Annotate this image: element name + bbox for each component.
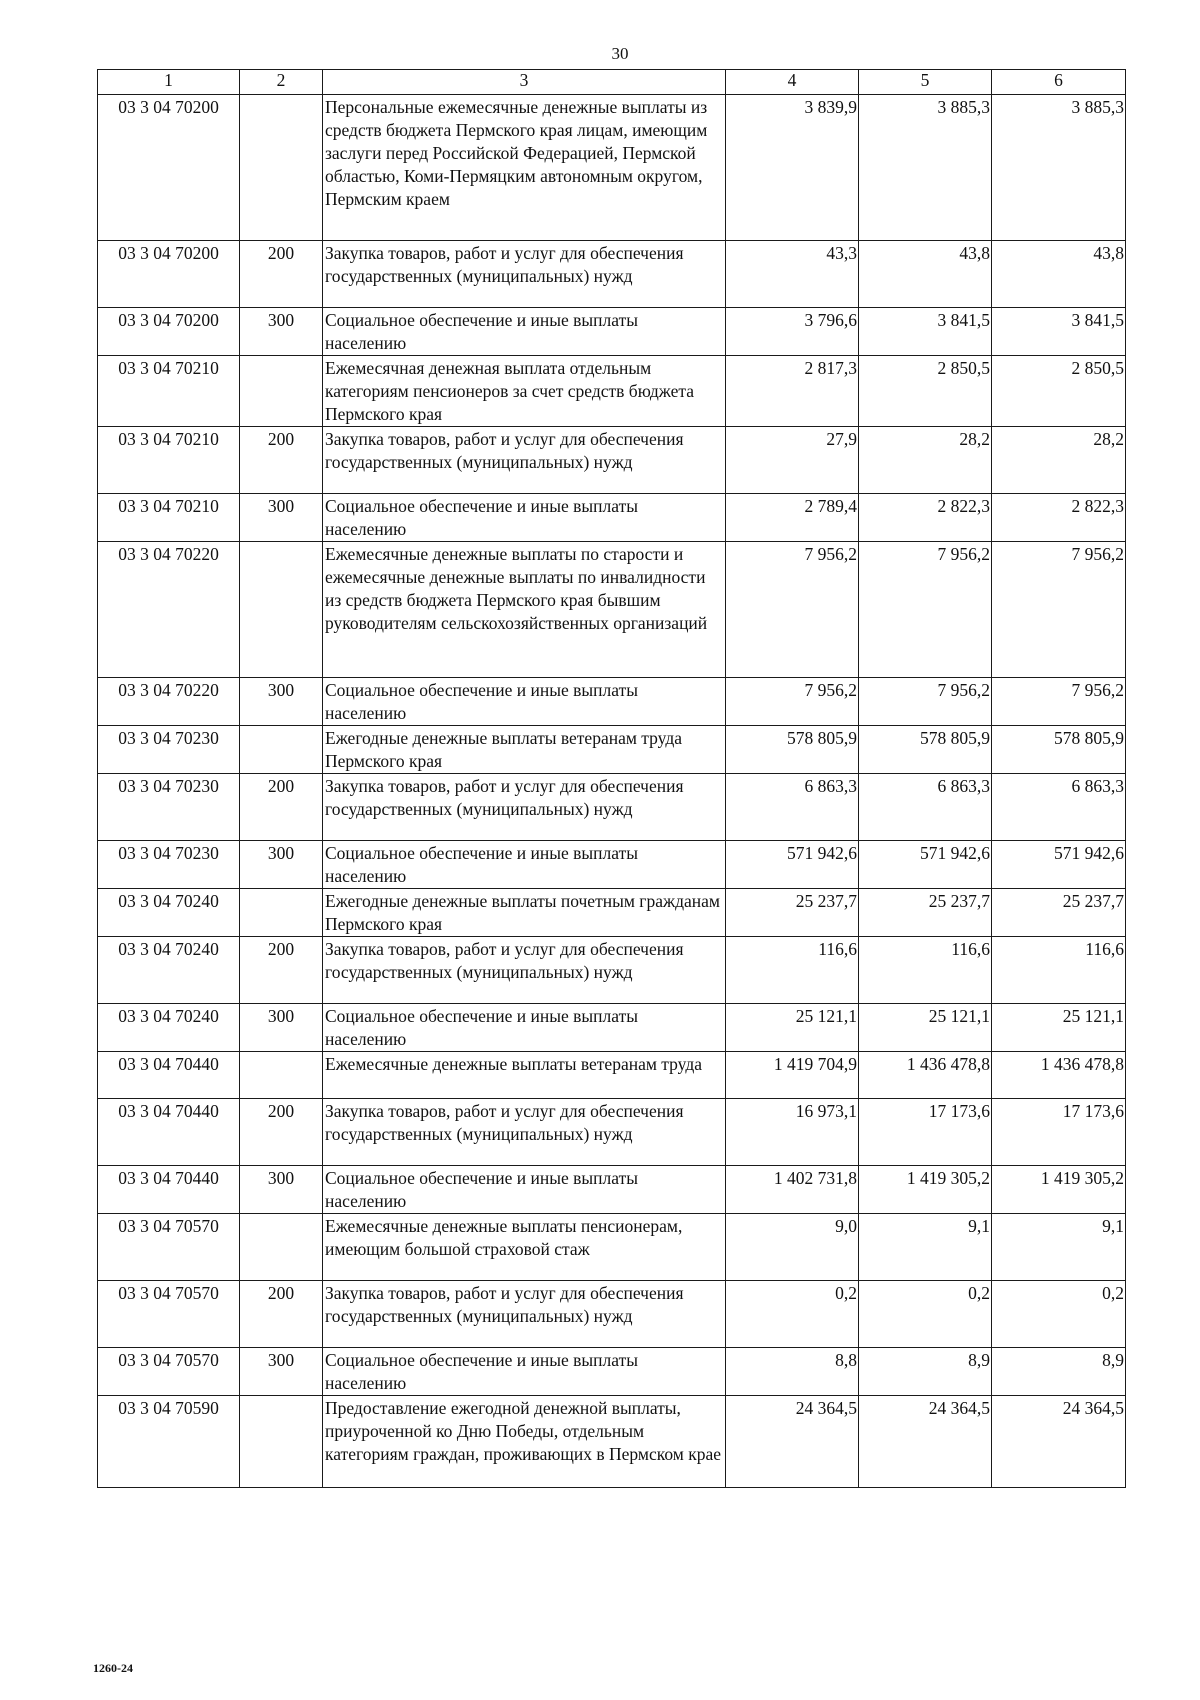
expense-type-code: 300 <box>240 1166 323 1214</box>
amount-col5: 28,2 <box>859 427 992 494</box>
amount-col6: 571 942,6 <box>992 841 1126 889</box>
amount-col4: 2 789,4 <box>726 494 859 542</box>
amount-col5: 25 121,1 <box>859 1004 992 1052</box>
amount-col4: 43,3 <box>726 241 859 308</box>
expense-type-code <box>240 356 323 427</box>
amount-col4: 6 863,3 <box>726 774 859 841</box>
table-header-row <box>98 70 1126 95</box>
expense-description: Ежемесячные денежные выплаты по старости и ежемесячные денежные выплаты по инвалидности из средств бюджета Пермского края бывшим руководителям сельскохозяйственных организаций <box>323 542 726 678</box>
expense-description: Социальное обеспечение и иные выплаты населению <box>323 308 726 356</box>
table-row <box>98 774 1126 841</box>
table-row <box>98 937 1126 1004</box>
budget-classification-code: 03 3 04 70200 <box>98 95 240 241</box>
expense-description: Социальное обеспечение и иные выплаты населению <box>323 494 726 542</box>
table-row <box>98 95 1126 241</box>
amount-col6: 8,9 <box>992 1348 1126 1396</box>
table-row <box>98 726 1126 774</box>
amount-col5: 578 805,9 <box>859 726 992 774</box>
amount-col6: 1 436 478,8 <box>992 1052 1126 1099</box>
expense-description: Социальное обеспечение и иные выплаты населению <box>323 1348 726 1396</box>
expense-description: Закупка товаров, работ и услуг для обеспечения государственных (муниципальных) нужд <box>323 937 726 1004</box>
budget-classification-code: 03 3 04 70440 <box>98 1099 240 1166</box>
expense-type-code: 200 <box>240 937 323 1004</box>
table-row <box>98 494 1126 542</box>
budget-classification-code: 03 3 04 70240 <box>98 889 240 937</box>
amount-col6: 43,8 <box>992 241 1126 308</box>
budget-classification-code: 03 3 04 70440 <box>98 1166 240 1214</box>
amount-col4: 2 817,3 <box>726 356 859 427</box>
amount-col5: 25 237,7 <box>859 889 992 937</box>
budget-classification-code: 03 3 04 70210 <box>98 427 240 494</box>
amount-col4: 24 364,5 <box>726 1396 859 1488</box>
column-header: 1 <box>98 70 240 95</box>
amount-col6: 24 364,5 <box>992 1396 1126 1488</box>
expense-description: Закупка товаров, работ и услуг для обеспечения государственных (муниципальных) нужд <box>323 1281 726 1348</box>
expense-type-code: 200 <box>240 1281 323 1348</box>
table-row <box>98 1004 1126 1052</box>
expense-type-code: 300 <box>240 308 323 356</box>
expense-description: Персональные ежемесячные денежные выплаты из средств бюджета Пермского края лицам, имеющим заслуги перед Российской Федерацией, Пермской областью, Коми-Пермяцким автономным округом, Пермским краем <box>323 95 726 241</box>
expense-description: Ежегодные денежные выплаты ветеранам труда Пермского края <box>323 726 726 774</box>
amount-col4: 3 796,6 <box>726 308 859 356</box>
amount-col6: 17 173,6 <box>992 1099 1126 1166</box>
table-row <box>98 308 1126 356</box>
amount-col5: 1 436 478,8 <box>859 1052 992 1099</box>
amount-col6: 2 850,5 <box>992 356 1126 427</box>
budget-classification-code: 03 3 04 70240 <box>98 937 240 1004</box>
table-row <box>98 1348 1126 1396</box>
table-row <box>98 1052 1126 1099</box>
footer-code: 1260-24 <box>93 1661 133 1675</box>
column-header: 4 <box>726 70 859 95</box>
column-header: 5 <box>859 70 992 95</box>
table-row <box>98 1166 1126 1214</box>
expense-description: Ежемесячные денежные выплаты ветеранам труда <box>323 1052 726 1099</box>
amount-col5: 0,2 <box>859 1281 992 1348</box>
expense-type-code: 300 <box>240 1348 323 1396</box>
amount-col6: 3 885,3 <box>992 95 1126 241</box>
expense-type-code: 200 <box>240 241 323 308</box>
expense-description: Ежемесячная денежная выплата отдельным категориям пенсионеров за счет средств бюджета Пермского края <box>323 356 726 427</box>
table-row <box>98 542 1126 678</box>
amount-col4: 27,9 <box>726 427 859 494</box>
expense-description: Социальное обеспечение и иные выплаты населению <box>323 1166 726 1214</box>
expense-type-code: 200 <box>240 774 323 841</box>
amount-col4: 1 419 704,9 <box>726 1052 859 1099</box>
amount-col6: 578 805,9 <box>992 726 1126 774</box>
amount-col5: 6 863,3 <box>859 774 992 841</box>
amount-col4: 578 805,9 <box>726 726 859 774</box>
budget-classification-code: 03 3 04 70220 <box>98 542 240 678</box>
amount-col4: 16 973,1 <box>726 1099 859 1166</box>
amount-col6: 9,1 <box>992 1214 1126 1281</box>
amount-col5: 2 822,3 <box>859 494 992 542</box>
amount-col5: 17 173,6 <box>859 1099 992 1166</box>
amount-col5: 3 885,3 <box>859 95 992 241</box>
table-row <box>98 889 1126 937</box>
table-row <box>98 1214 1126 1281</box>
page-number: 30 <box>611 44 629 63</box>
amount-col5: 116,6 <box>859 937 992 1004</box>
amount-col5: 2 850,5 <box>859 356 992 427</box>
amount-col6: 25 237,7 <box>992 889 1126 937</box>
amount-col4: 3 839,9 <box>726 95 859 241</box>
expense-description: Закупка товаров, работ и услуг для обеспечения государственных (муниципальных) нужд <box>323 427 726 494</box>
column-header: 2 <box>240 70 323 95</box>
amount-col6: 0,2 <box>992 1281 1126 1348</box>
expense-type-code <box>240 889 323 937</box>
expense-description: Ежегодные денежные выплаты почетным гражданам Пермского края <box>323 889 726 937</box>
expense-description: Социальное обеспечение и иные выплаты населению <box>323 678 726 726</box>
expense-type-code: 300 <box>240 1004 323 1052</box>
expense-type-code: 300 <box>240 678 323 726</box>
budget-classification-code: 03 3 04 70200 <box>98 241 240 308</box>
amount-col5: 9,1 <box>859 1214 992 1281</box>
table-body <box>98 95 1126 1488</box>
amount-col6: 6 863,3 <box>992 774 1126 841</box>
budget-classification-code: 03 3 04 70570 <box>98 1348 240 1396</box>
amount-col4: 7 956,2 <box>726 542 859 678</box>
expense-type-code: 200 <box>240 427 323 494</box>
amount-col6: 116,6 <box>992 937 1126 1004</box>
expense-type-code <box>240 1396 323 1488</box>
table-row <box>98 1099 1126 1166</box>
expense-description: Предоставление ежегодной денежной выплаты, приуроченной ко Дню Победы, отдельным категориям граждан, проживающих в Пермском крае <box>323 1396 726 1488</box>
expense-type-code: 300 <box>240 494 323 542</box>
budget-classification-code: 03 3 04 70220 <box>98 678 240 726</box>
expense-type-code <box>240 542 323 678</box>
budget-classification-code: 03 3 04 70210 <box>98 494 240 542</box>
amount-col4: 9,0 <box>726 1214 859 1281</box>
budget-classification-code: 03 3 04 70570 <box>98 1281 240 1348</box>
table-row <box>98 427 1126 494</box>
amount-col4: 25 121,1 <box>726 1004 859 1052</box>
amount-col4: 7 956,2 <box>726 678 859 726</box>
expense-type-code <box>240 1052 323 1099</box>
budget-classification-code: 03 3 04 70590 <box>98 1396 240 1488</box>
amount-col4: 116,6 <box>726 937 859 1004</box>
table-row <box>98 1396 1126 1488</box>
expense-description: Закупка товаров, работ и услуг для обеспечения государственных (муниципальных) нужд <box>323 241 726 308</box>
amount-col6: 7 956,2 <box>992 542 1126 678</box>
expense-type-code <box>240 726 323 774</box>
amount-col6: 2 822,3 <box>992 494 1126 542</box>
column-header: 6 <box>992 70 1126 95</box>
budget-classification-code: 03 3 04 70440 <box>98 1052 240 1099</box>
amount-col4: 0,2 <box>726 1281 859 1348</box>
amount-col4: 8,8 <box>726 1348 859 1396</box>
expense-description: Закупка товаров, работ и услуг для обеспечения государственных (муниципальных) нужд <box>323 1099 726 1166</box>
amount-col5: 1 419 305,2 <box>859 1166 992 1214</box>
amount-col6: 7 956,2 <box>992 678 1126 726</box>
amount-col6: 1 419 305,2 <box>992 1166 1126 1214</box>
expense-description: Социальное обеспечение и иные выплаты населению <box>323 1004 726 1052</box>
budget-classification-code: 03 3 04 70210 <box>98 356 240 427</box>
amount-col5: 7 956,2 <box>859 542 992 678</box>
expense-description: Ежемесячные денежные выплаты пенсионерам, имеющим большой страховой стаж <box>323 1214 726 1281</box>
budget-classification-code: 03 3 04 70230 <box>98 726 240 774</box>
expense-type-code: 300 <box>240 841 323 889</box>
table-row <box>98 678 1126 726</box>
expense-description: Закупка товаров, работ и услуг для обеспечения государственных (муниципальных) нужд <box>323 774 726 841</box>
amount-col5: 43,8 <box>859 241 992 308</box>
table-row <box>98 356 1126 427</box>
amount-col5: 24 364,5 <box>859 1396 992 1488</box>
table-row <box>98 1281 1126 1348</box>
amount-col4: 1 402 731,8 <box>726 1166 859 1214</box>
amount-col5: 3 841,5 <box>859 308 992 356</box>
amount-col4: 25 237,7 <box>726 889 859 937</box>
amount-col6: 25 121,1 <box>992 1004 1126 1052</box>
budget-table <box>97 69 1126 1488</box>
column-header: 3 <box>323 70 726 95</box>
budget-classification-code: 03 3 04 70230 <box>98 841 240 889</box>
amount-col5: 8,9 <box>859 1348 992 1396</box>
amount-col5: 571 942,6 <box>859 841 992 889</box>
expense-description: Социальное обеспечение и иные выплаты населению <box>323 841 726 889</box>
amount-col6: 28,2 <box>992 427 1126 494</box>
budget-classification-code: 03 3 04 70200 <box>98 308 240 356</box>
expense-type-code <box>240 1214 323 1281</box>
amount-col4: 571 942,6 <box>726 841 859 889</box>
table-row <box>98 841 1126 889</box>
expense-type-code: 200 <box>240 1099 323 1166</box>
budget-classification-code: 03 3 04 70570 <box>98 1214 240 1281</box>
table-row <box>98 241 1126 308</box>
amount-col6: 3 841,5 <box>992 308 1126 356</box>
budget-classification-code: 03 3 04 70240 <box>98 1004 240 1052</box>
budget-classification-code: 03 3 04 70230 <box>98 774 240 841</box>
amount-col5: 7 956,2 <box>859 678 992 726</box>
expense-type-code <box>240 95 323 241</box>
